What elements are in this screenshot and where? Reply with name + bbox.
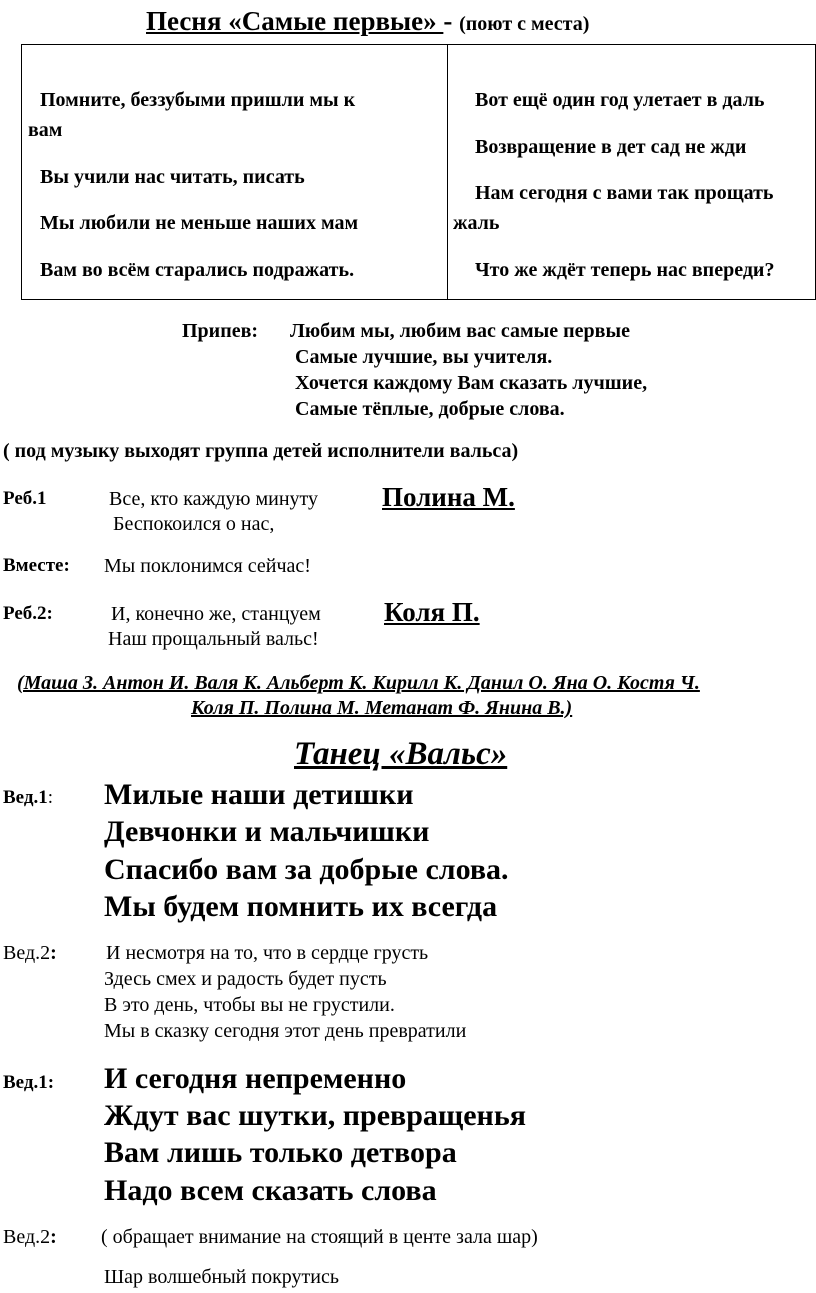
dancers-line-1: (Маша З. Антон И. Валя К. Альберт К. Кирилл К. Данил О. Яна О. Костя Ч. [17,672,700,694]
page-title [146,6,589,37]
ved2a-line-2: Здесь смех и радость будет пусть [104,968,387,990]
ved1a-line-2: Девчонки и мальчишки [104,815,430,848]
stage-note: ( под музыку выходят группа детей исполнители вальса) [3,440,519,462]
chorus-line-2: Самые лучшие, вы учителя. [295,346,553,368]
reb2-line-1: И, конечно же, станцуем [111,603,321,625]
together-label: Вместе: [3,555,70,576]
reb1-label: Реб.1 [3,488,47,509]
left-line-1a: Помните, беззубыми пришли мы к [40,89,356,111]
ved1b-label: Вед.1: [3,1072,55,1093]
table-divider [447,45,448,299]
ved1a-line-1: Милые наши детишки [104,778,414,811]
reb2-line-2: Наш прощальный вальс! [108,628,319,650]
right-line-2: Возвращение в дет сад не жди [475,136,747,158]
ved1a-line-3: Спасибо вам за добрые слова. [104,853,509,886]
ved2b-line: Шар волшебный покрутись [104,1266,339,1288]
ved2a-line-3: В это день, чтобы вы не грустили. [104,994,395,1016]
chorus-label: Припев: [182,320,259,342]
ved1b-line-3: Вам лишь только детвора [104,1136,457,1169]
right-line-3b: жаль [453,212,500,234]
left-line-1b: вам [28,119,63,141]
reb2-performer: Коля П. [384,597,480,627]
chorus-line-4: Самые тёплые, добрые слова. [295,398,565,420]
chorus-line-1: Любим мы, любим вас самые первые [290,320,630,342]
chorus-line-3: Хочется каждому Вам сказать лучшие, [295,372,648,394]
ved2a-line-4: Мы в сказку сегодня этот день превратили [104,1020,467,1042]
left-line-3: Мы любили не меньше наших мам [40,212,359,234]
dance-title: Танец «Вальс» [294,736,508,772]
ved1b-line-2: Ждут вас шутки, превращенья [104,1099,526,1132]
right-line-3a: Нам сегодня с вами так прощать [475,182,774,204]
lyrics-table [21,44,816,300]
reb1-line-2: Беспокоился о нас, [113,513,275,535]
ved2b-label: Вед.2: [3,1226,57,1248]
right-line-4: Что же ждёт теперь нас впереди? [475,259,775,281]
title-dash: - [443,6,453,36]
reb1-performer: Полина М. [382,482,515,512]
title-subtitle: (поют с места) [459,13,590,35]
together-line: Мы поклонимся сейчас! [104,555,311,577]
title-main: Песня «Самые первые» [146,6,444,36]
reb1-line-1: Все, кто каждую минуту [109,488,319,510]
reb2-label: Реб.2: [3,603,53,624]
ved1a-label: Вед.1: [3,787,53,808]
ved2b-note: ( обращает внимание на стоящий в центе зала шар) [101,1226,538,1248]
dancers-line-2: Коля П. Полина М. Метанат Ф. Янина В.) [191,697,573,719]
ved1a-line-4: Мы будем помнить их всегда [104,890,498,923]
left-line-4: Вам во всём старались подражать. [40,259,355,281]
left-line-2: Вы учили нас читать, писать [40,166,305,188]
ved1b-line-1: И сегодня непременно [104,1062,407,1095]
right-line-1: Вот ещё один год улетает в даль [475,89,765,111]
ved2a-line-1: И несмотря на то, что в сердце грусть [106,942,429,964]
ved1b-line-4: Надо всем сказать слова [104,1174,437,1207]
ved2a-label: Вед.2: [3,942,57,964]
